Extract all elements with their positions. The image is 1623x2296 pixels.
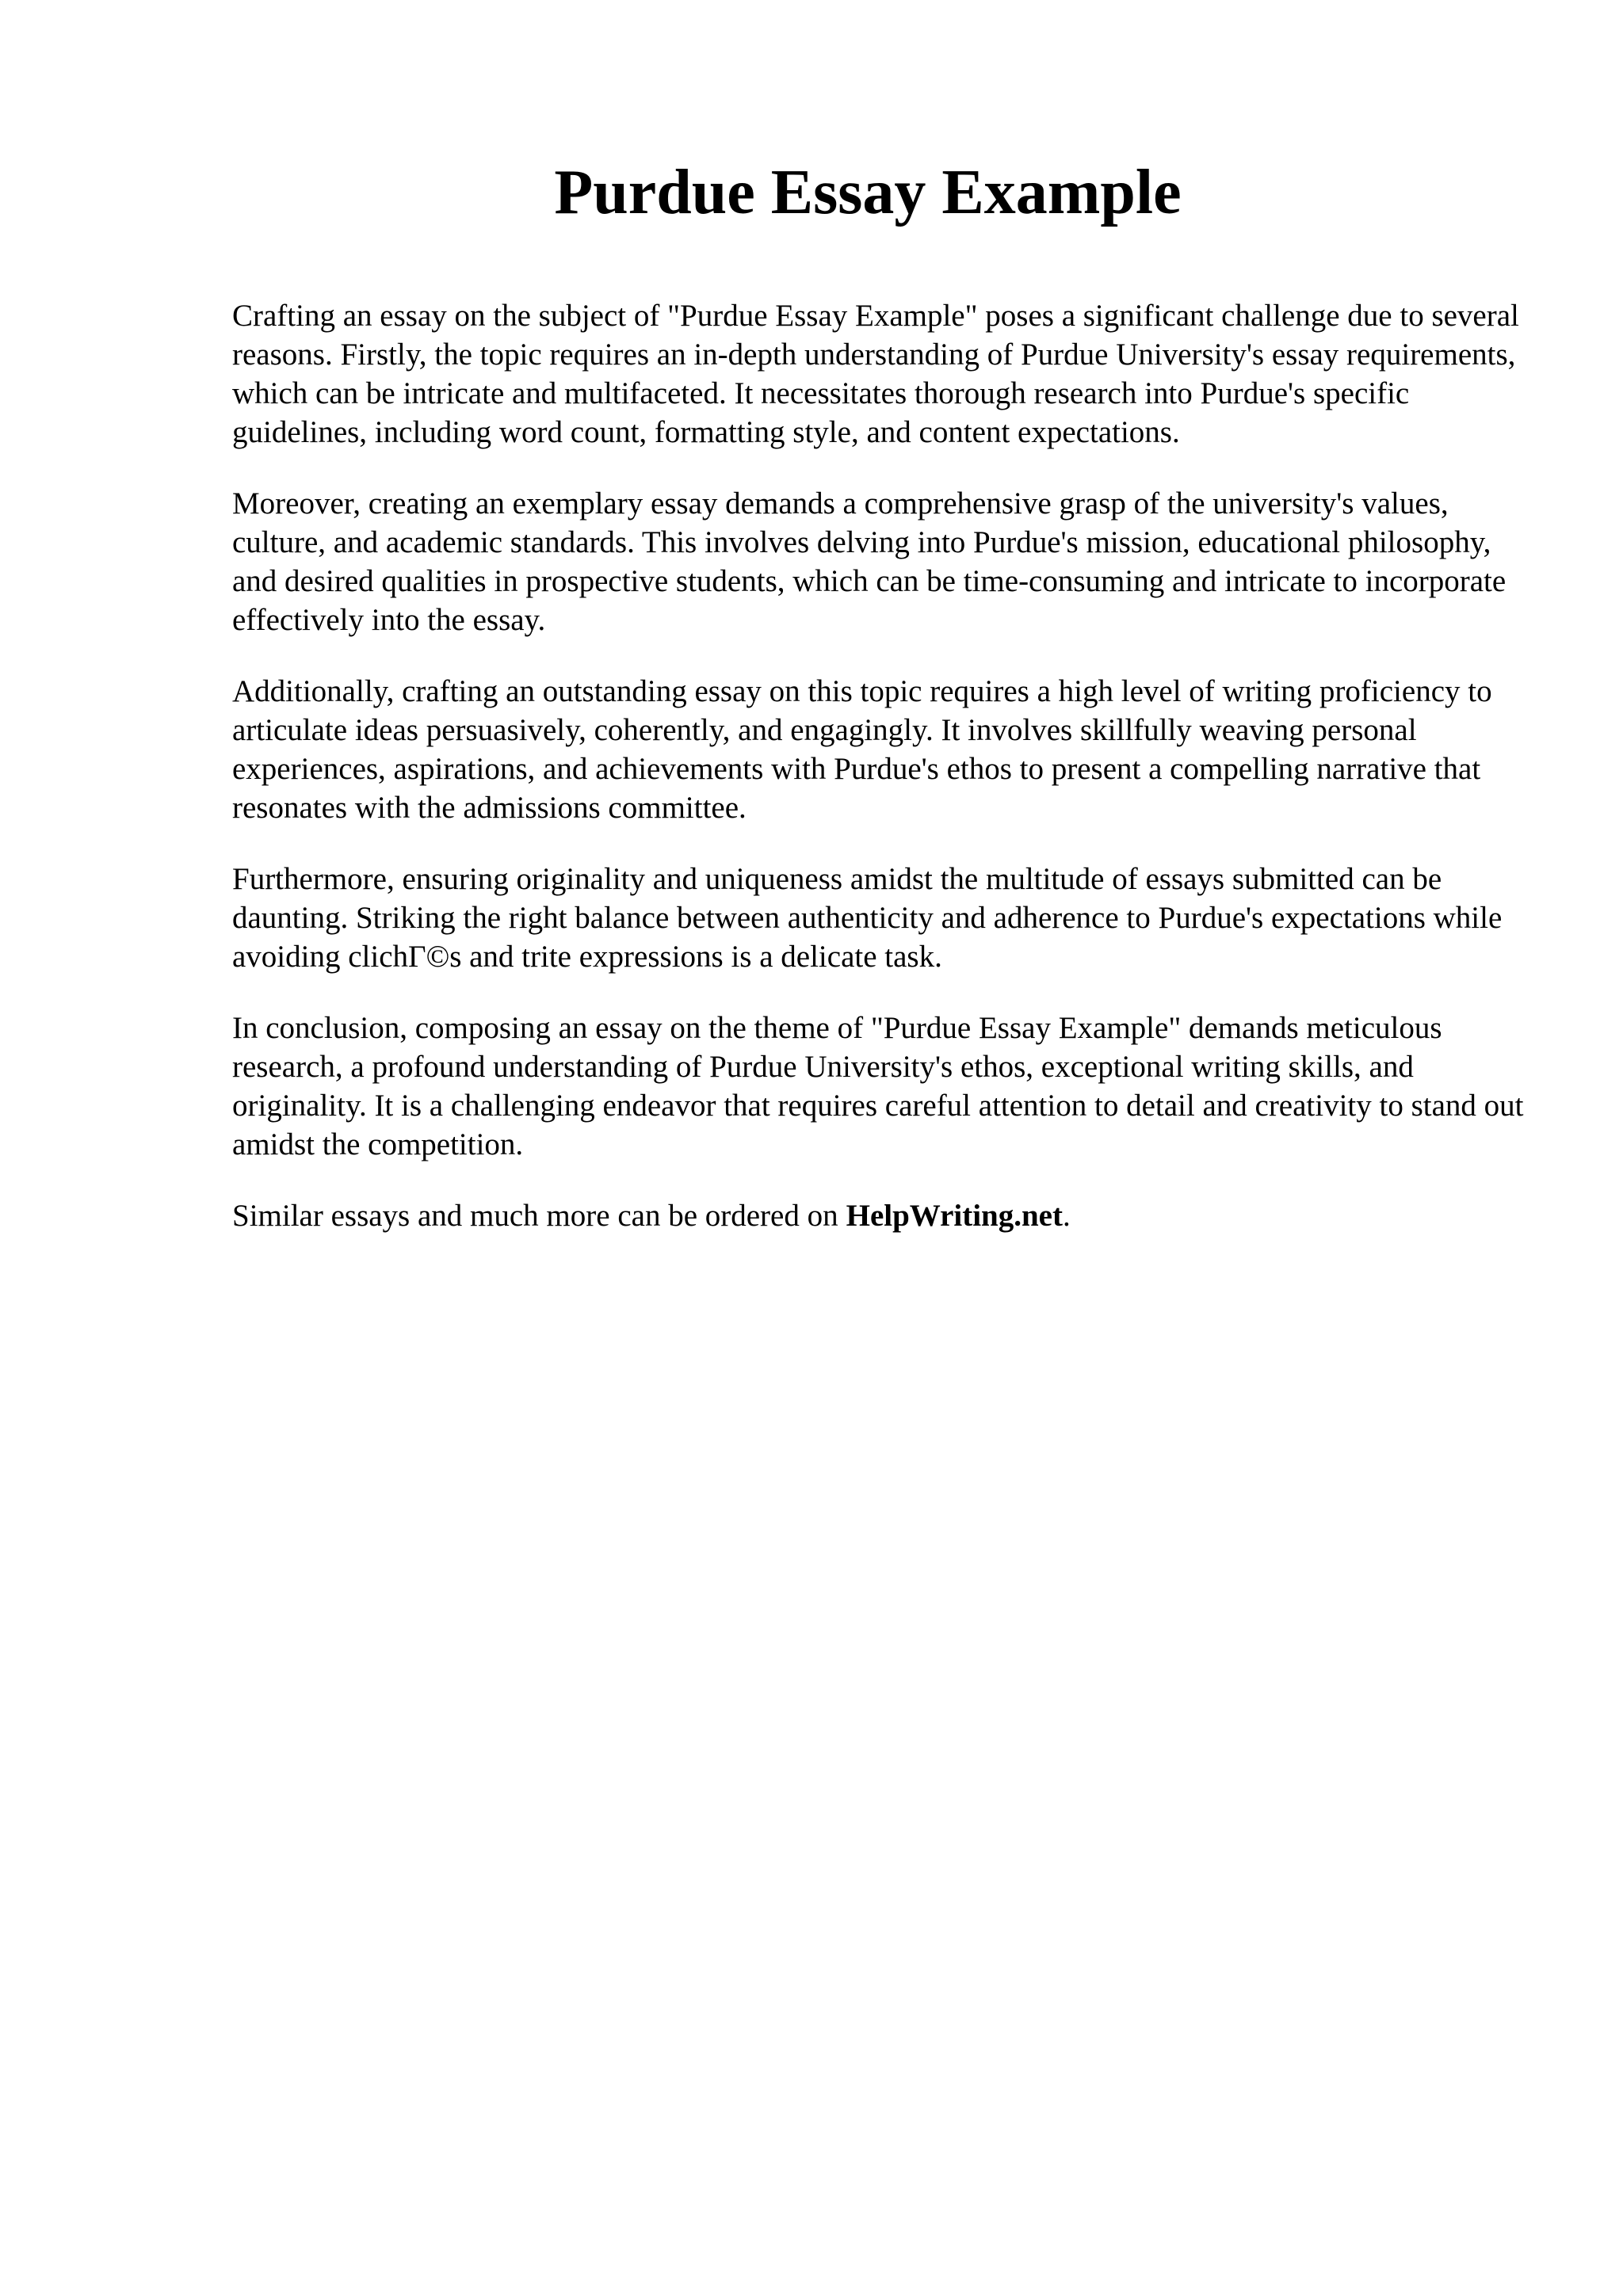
paragraph-1: Crafting an essay on the subject of "Purdue Essay Example" poses a significant challenge due to several reasons. Firstly, the topic requires an in-depth understanding of Purdue University's essay requirements, which can be intricate and multifaceted. It necessitates thorough research into Purdue's specific guidelines, including word count, formatting style, and content expectations. [232, 299, 1519, 449]
closing-suffix: . [1062, 1199, 1071, 1233]
helpwriting-link[interactable]: HelpWriting.net [846, 1199, 1063, 1233]
paragraph-3: Additionally, crafting an outstanding essay on this topic requires a high level of writing proficiency to articulate ideas persuasively, coherently, and engagingly. It involves skillfully weaving personal experiences, aspirations, and achievements with Purdue's ethos to present a compelling narrative that resonates with the admissions committee. [232, 674, 1492, 825]
document-title: Purdue Essay Example [554, 158, 1182, 227]
document-body [232, 296, 1532, 1235]
closing-line [232, 1196, 1532, 1235]
paragraph-5: In conclusion, composing an essay on the theme of "Purdue Essay Example" demands meticulous research, a profound understanding of Purdue University's ethos, exceptional writing skills, and originality. It is a challenging endeavor that requires careful attention to detail and creativity to stand out amidst the competition. [232, 1011, 1524, 1161]
closing-text: Similar essays and much more can be ordered on [232, 1199, 838, 1233]
paragraph-2: Moreover, creating an exemplary essay demands a comprehensive grasp of the university's values, culture, and academic standards. This involves delving into Purdue's mission, educational philosophy, and desired qualities in prospective students, which can be time-consuming and intricate to incorporate effectively into the essay. [232, 486, 1507, 637]
paragraph-4: Furthermore, ensuring originality and uniqueness amidst the multitude of essays submitted can be daunting. Striking the right balance between authenticity and adherence to Purdue's expectations while avoiding clichΓ©s and trite expressions is a delicate task. [232, 862, 1503, 974]
